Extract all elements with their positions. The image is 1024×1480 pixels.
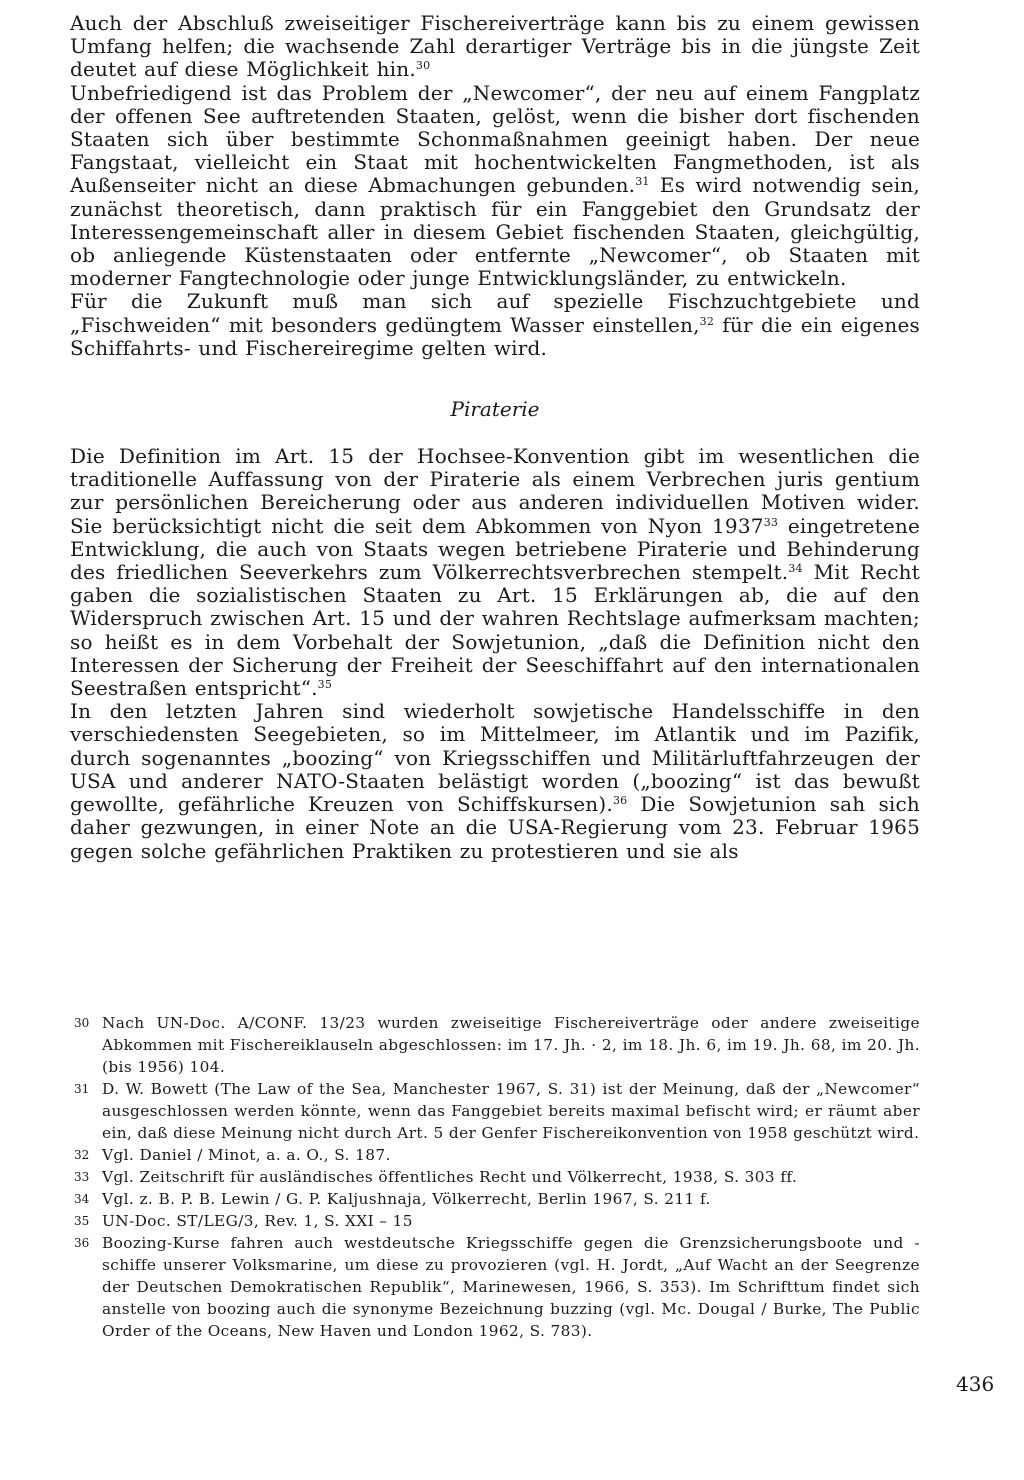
paragraph-text: Unbefriedigend ist das Problem der „Newcomer“, der neu auf einem Fangplatz der offenen See auftretenden Staaten, gelöst, wenn die bisher dort fischenden Staaten sich über bestimmte Schonmaßnahmen geeinigt haben. Der neue Fangstaat, vielleicht ein Staat mit hochentwickelten Fangmethoden, ist als Außenseiter nicht an diese Abmachungen gebunden. (70, 80, 920, 198)
paragraph-text: Mit Recht gaben die sozialistischen Staaten zu Art. 15 Erklärungen ab, die auf den Widerspruch zwischen Art. 15 und der wahren Rechtslage aufmerksam machten; so heißt es in dem Vorbehalt der Sowjetunion, „daß die Definition nicht den Interessen der Sicherung der Freiheit der Seeschiffahrt auf den internationalen Seestraßen entspricht“. (70, 560, 920, 701)
page-body (70, 12, 920, 863)
paragraph-text: Für die Zukunft muß man sich auf spezielle Fischzuchtgebiete und „Fischweiden“ mit besonders gedüngtem Wasser einstellen, (70, 289, 920, 337)
footnote-number: 30 (74, 1016, 90, 1030)
footnote-text: Boozing-Kurse fahren auch westdeutsche Kriegsschiffe gegen die Grenzsicherungsboote und -schiffe unserer Volksmarine, um diese zu provozieren (vgl. H. Jordt, „Auf Wacht an der Seegrenze der Deutschen Demokratischen Republik“, Marinewesen, 1966, S. 353). Im Schrifttum findet sich anstelle von boozing auch die synonyme Bezeichnung buzzing (vgl. Mc. Dougal / Burke, The Public Order of the Oceans, New Haven und London 1962, S. 783). (102, 1234, 920, 1340)
paragraph (70, 82, 920, 291)
footnote-text: Vgl. Zeitschrift für ausländisches öffentliches Recht und Völkerrecht, 1938, S. 303 ff. (102, 1168, 798, 1186)
footnote-number: 31 (74, 1082, 90, 1096)
footnote (74, 1188, 920, 1210)
section-fishery (70, 12, 920, 360)
footnote-text: D. W. Bowett (The Law of the Sea, Manchester 1967, S. 31) ist der Meinung, daß der „Newcomer“ ausgeschlossen werden könnte, wenn das Fanggebiet bereits maximal befischt wird; er räumt aber ein, daß diese Meinung nicht durch Art. 5 der Genfer Fischereikonvention von 1958 geschützt wird. (102, 1080, 920, 1142)
footnote-ref: 31 (635, 175, 650, 189)
footnote (74, 1232, 920, 1342)
footnote-text: Vgl. z. B. P. B. Lewin / G. P. Kaljushnaja, Völkerrecht, Berlin 1967, S. 211 f. (102, 1190, 711, 1208)
footnote-text: Vgl. Daniel / Minot, a. a. O., S. 187. (102, 1146, 391, 1164)
paragraph (70, 12, 920, 82)
footnote (74, 1210, 920, 1232)
section-piracy (70, 445, 920, 863)
footnote (74, 1166, 920, 1188)
footnote-text: Nach UN-Doc. A/CONF. 13/23 wurden zweiseitige Fischereiverträge oder andere zweiseitige Abkommen mit Fischereiklauseln abgeschlossen: im 17. Jh. · 2, im 18. Jh. 6, im 19. Jh. 68, im 20. Jh. (bis 1956) 104. (102, 1014, 920, 1076)
paragraph-text: Die Definition im Art. 15 der Hochsee-Konvention gibt im wesentlichen die traditionelle Auffassung von der Piraterie als einem Verbrechen juris gentium zur persönlichen Bereicherung oder aus anderen individuellen Motiven wider. Sie berücksichtigt nicht die seit dem Abkommen von Nyon 1937 (70, 444, 920, 538)
footnote-ref: 35 (317, 678, 333, 692)
footnote-ref: 30 (415, 59, 431, 73)
section-heading: Piraterie (450, 397, 540, 422)
footnote (74, 1078, 920, 1144)
paragraph-text: Die Sowjetunion sah sich daher gezwungen, in einer Note an die USA-Regierung vom 23. Februar 1965 gegen solche gefährlichen Praktiken zu protestieren und sie als (70, 792, 920, 863)
paragraph-text: In den letzten Jahren sind wiederholt sowjetische Handelsschiffe in den verschiedensten Seegebieten, so im Mittelmeer, im Atlantik und im Pazifik, durch sogenanntes „boozing“ von Kriegsschiffen und Militärluftfahrzeugen der USA und anderer NATO-Staaten belästigt worden („boozing“ ist das bewußt gewollte, gefährliche Kreuzen von Schiffskursen). (70, 699, 920, 817)
paragraph (70, 445, 920, 700)
footnote-ref: 32 (699, 314, 715, 328)
footnote-number: 33 (74, 1170, 90, 1184)
footnote-ref: 34 (788, 562, 803, 576)
paragraph (70, 290, 920, 360)
footnote-number: 34 (74, 1192, 90, 1206)
footnote-number: 36 (74, 1236, 90, 1250)
footnote-number: 32 (74, 1148, 90, 1162)
footnote-ref: 33 (763, 515, 779, 529)
paragraph-text: für die ein eigenes Schiffahrts- und Fischereiregime gelten wird. (70, 312, 920, 360)
paragraph-text: Es wird notwendig sein, zunächst theoretisch, dann praktisch für ein Fanggebiet den Grundsatz der Interessengemeinschaft aller in diesem Gebiet fischenden Staaten, gleichgültig, ob anliegende Küstenstaaten oder entfernte „Newcomer“, ob Staaten mit moderner Fangtechnologie oder junge Entwicklungsländer, zu entwickeln. (70, 173, 920, 291)
footnote (74, 1144, 920, 1166)
paragraph (70, 700, 920, 862)
page-number: 436 (956, 1372, 995, 1396)
footnote (74, 1012, 920, 1078)
footnote-ref: 36 (612, 794, 628, 808)
footnote-number: 35 (74, 1214, 90, 1228)
paragraph-text: eingetretene Entwicklung, die auch von Staats wegen betriebene Piraterie und Behinderung des friedlichen Seeverkehrs zum Völkerrechtsverbrechen stempelt. (70, 513, 921, 585)
footnotes (74, 1012, 920, 1342)
paragraph-text: Auch der Abschluß zweiseitiger Fischereiverträge kann bis zu einem gewissen Umfang helfen; die wachsende Zahl derartiger Verträge bis in die jüngste Zeit deutet auf diese Möglichkeit hin. (70, 11, 920, 82)
footnote-text: UN-Doc. ST/LEG/3, Rev. 1, S. XXI – 15 (102, 1212, 413, 1230)
